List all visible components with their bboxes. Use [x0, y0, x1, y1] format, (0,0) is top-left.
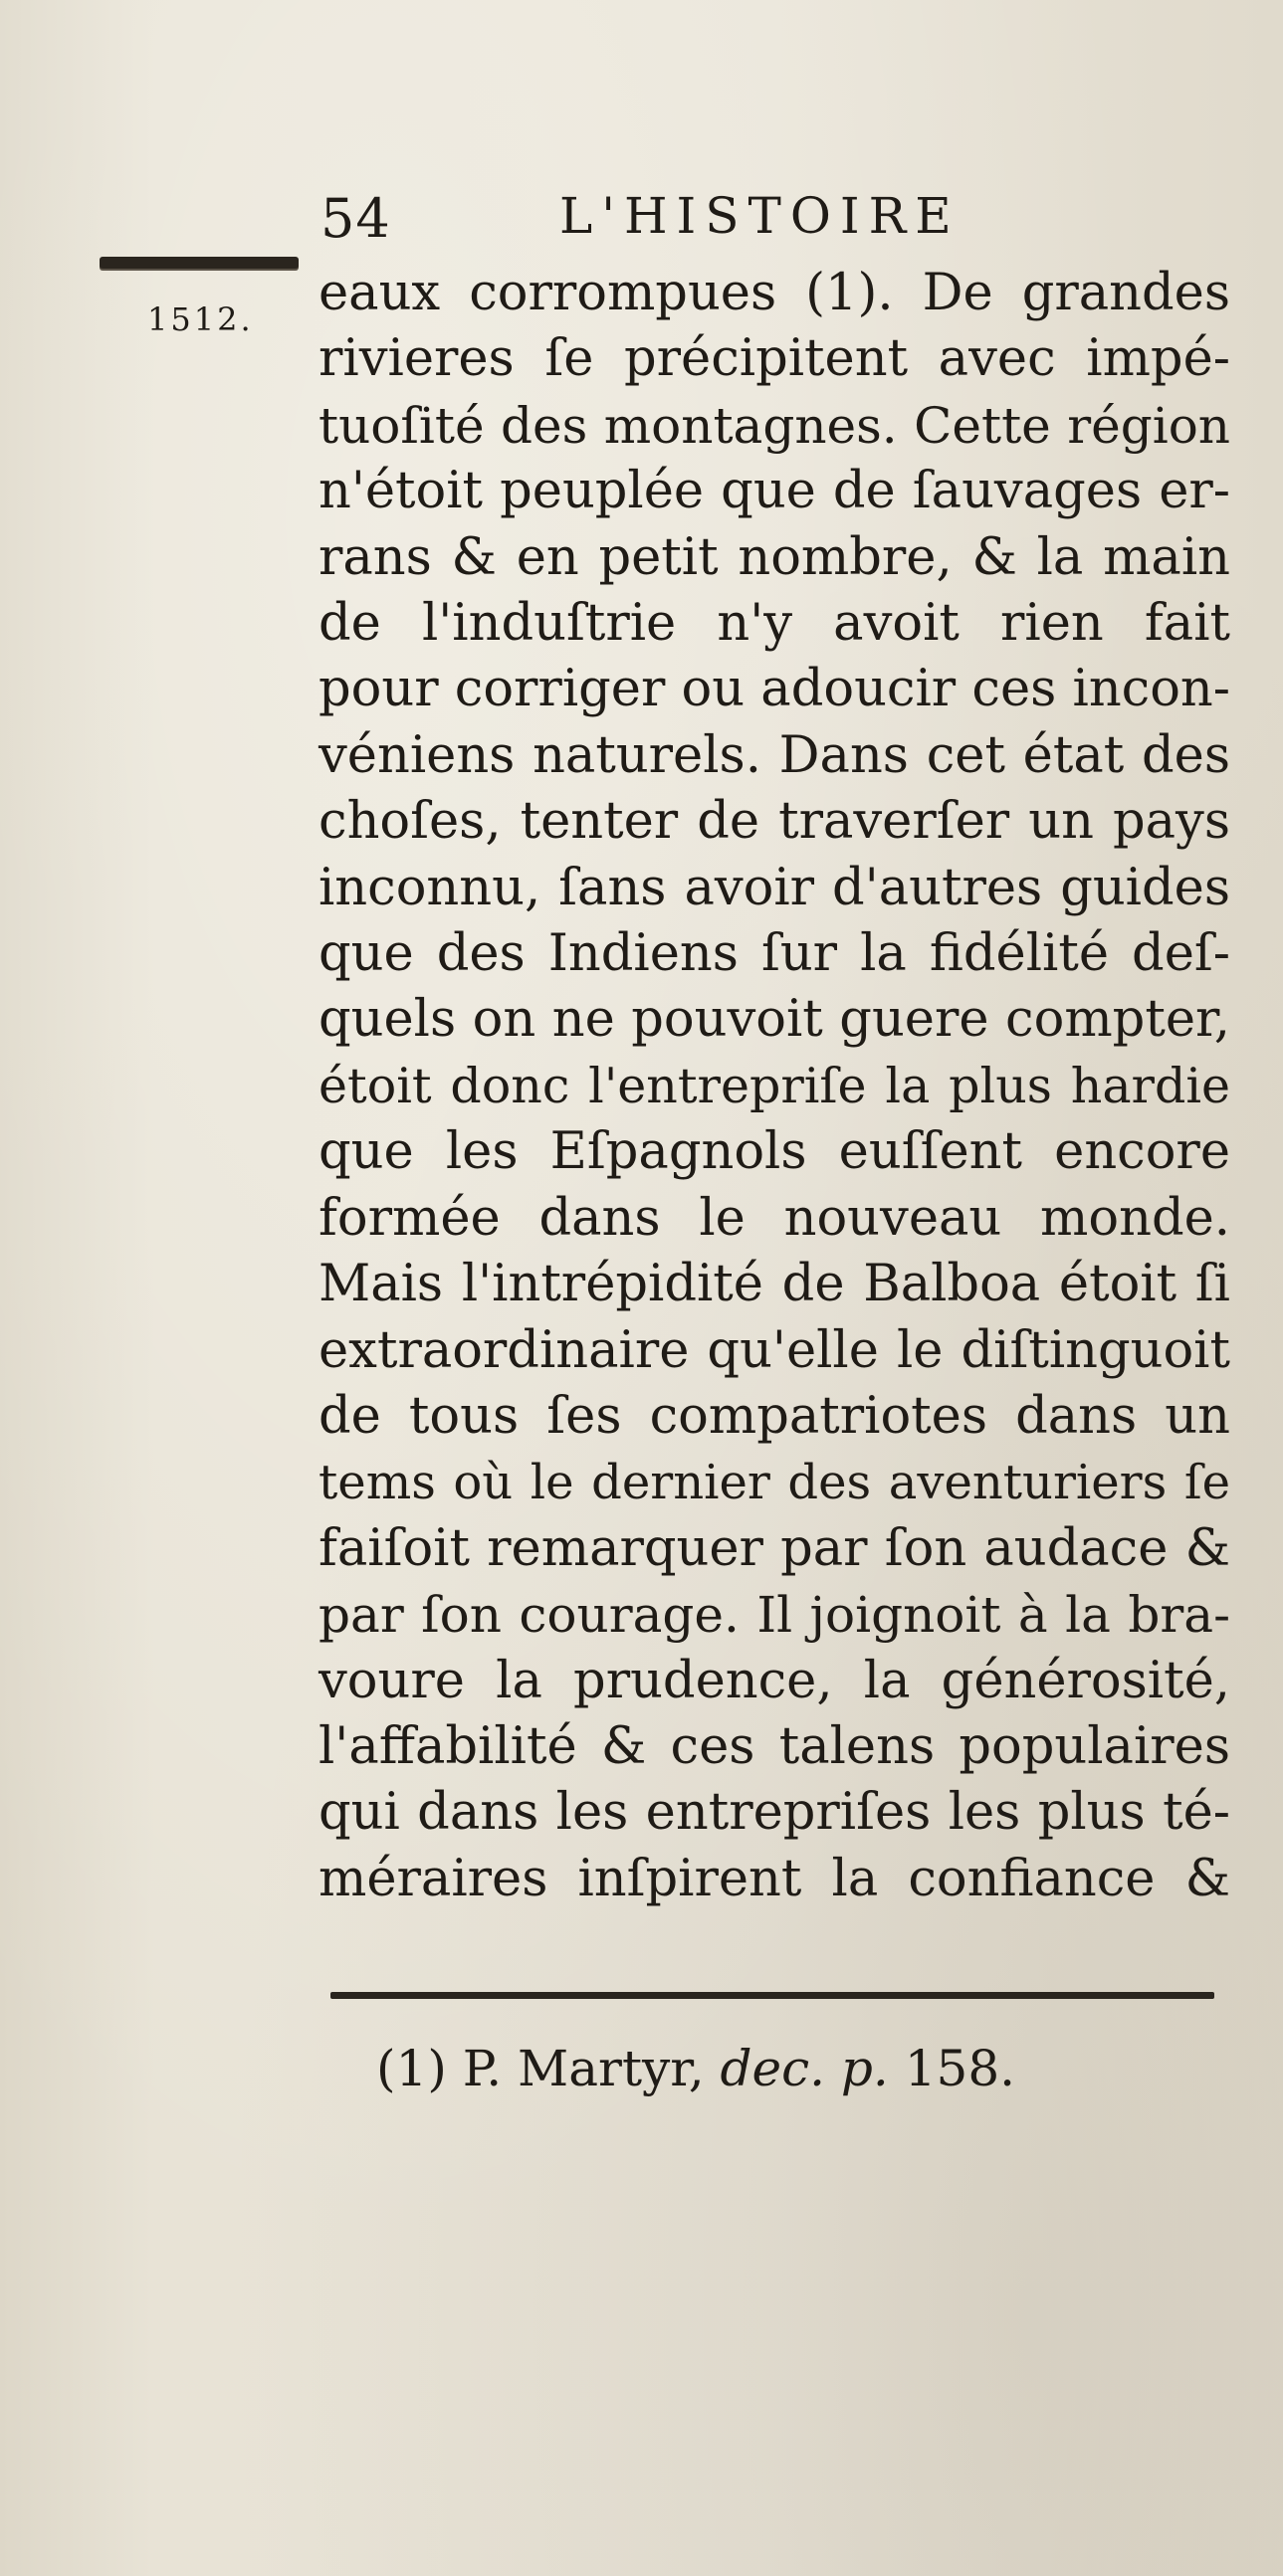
text-line: par ſon courage. Il joignoit à la bra-: [319, 1586, 1230, 1645]
text-line: de tous ſes compatriotes dans un: [319, 1386, 1230, 1446]
text-line: n'étoit peuplée que de ſauvages er-: [319, 462, 1230, 521]
text-line: pour corriger ou adoucir ces incon-: [319, 660, 1231, 719]
footnote-page: 158.: [904, 2040, 1016, 2097]
text-line: que des Indiens ſur la fidélité deſ-: [319, 924, 1230, 984]
text-line: étoit donc l'entrepriſe la plus hardie: [319, 1057, 1230, 1114]
text-line: tems où le dernier des aventuriers ſe: [319, 1455, 1230, 1511]
text-line: rans & en petit nombre, & la main: [319, 527, 1230, 587]
text-line: tuoſité des montagnes. Cette région: [319, 396, 1230, 455]
text-line: eaux corrompues (1). De grandes: [319, 264, 1230, 322]
footnote-marker: (1): [376, 2040, 447, 2097]
header-rule: [100, 257, 299, 269]
text-line: Mais l'intrépidité de Balboa étoit ſi: [319, 1255, 1230, 1314]
text-line: qui dans les entrepriſes les plus té-: [319, 1783, 1230, 1843]
text-line: rivieres ſe précipitent avec impé-: [319, 329, 1230, 389]
text-line: voure la prudence, la générosité,: [319, 1651, 1230, 1710]
text-line: extraordinaire qu'elle le diſtinguoit: [319, 1320, 1230, 1380]
margin-date: 1512.: [147, 300, 254, 338]
text-line: méraires inſpirent la confiance &: [319, 1849, 1230, 1908]
running-head: L'HISTOIRE: [559, 187, 961, 245]
text-line: faiſoit remarquer par ſon audace &: [319, 1518, 1230, 1578]
text-line: choſes, tenter de traverſer un pays: [319, 792, 1230, 852]
text-line: l'affabilité & ces talens populaires: [319, 1716, 1230, 1776]
text-line: formée dans le nouveau monde.: [319, 1188, 1230, 1248]
text-line: que les Eſpagnols euſſent encore: [319, 1122, 1230, 1182]
footnote-author: P. Martyr,: [462, 2040, 705, 2097]
text-line: inconnu, ſans avoir d'autres guides: [319, 858, 1230, 917]
footnote-ref-p: p.: [840, 2040, 889, 2097]
page-number: 54: [321, 187, 391, 250]
footnote-ref-dec: dec.: [720, 2040, 825, 2097]
page-header: [321, 187, 1017, 257]
text-line: quels on ne pouvoit guere compter,: [319, 990, 1230, 1050]
text-line: de l'induſtrie n'y avoit rien fait: [319, 594, 1230, 654]
body-text: [319, 261, 1230, 1912]
footnote: [376, 2040, 1015, 2097]
text-line: véniens naturels. Dans cet état des: [319, 725, 1230, 785]
footnote-rule: [330, 1992, 1214, 1999]
